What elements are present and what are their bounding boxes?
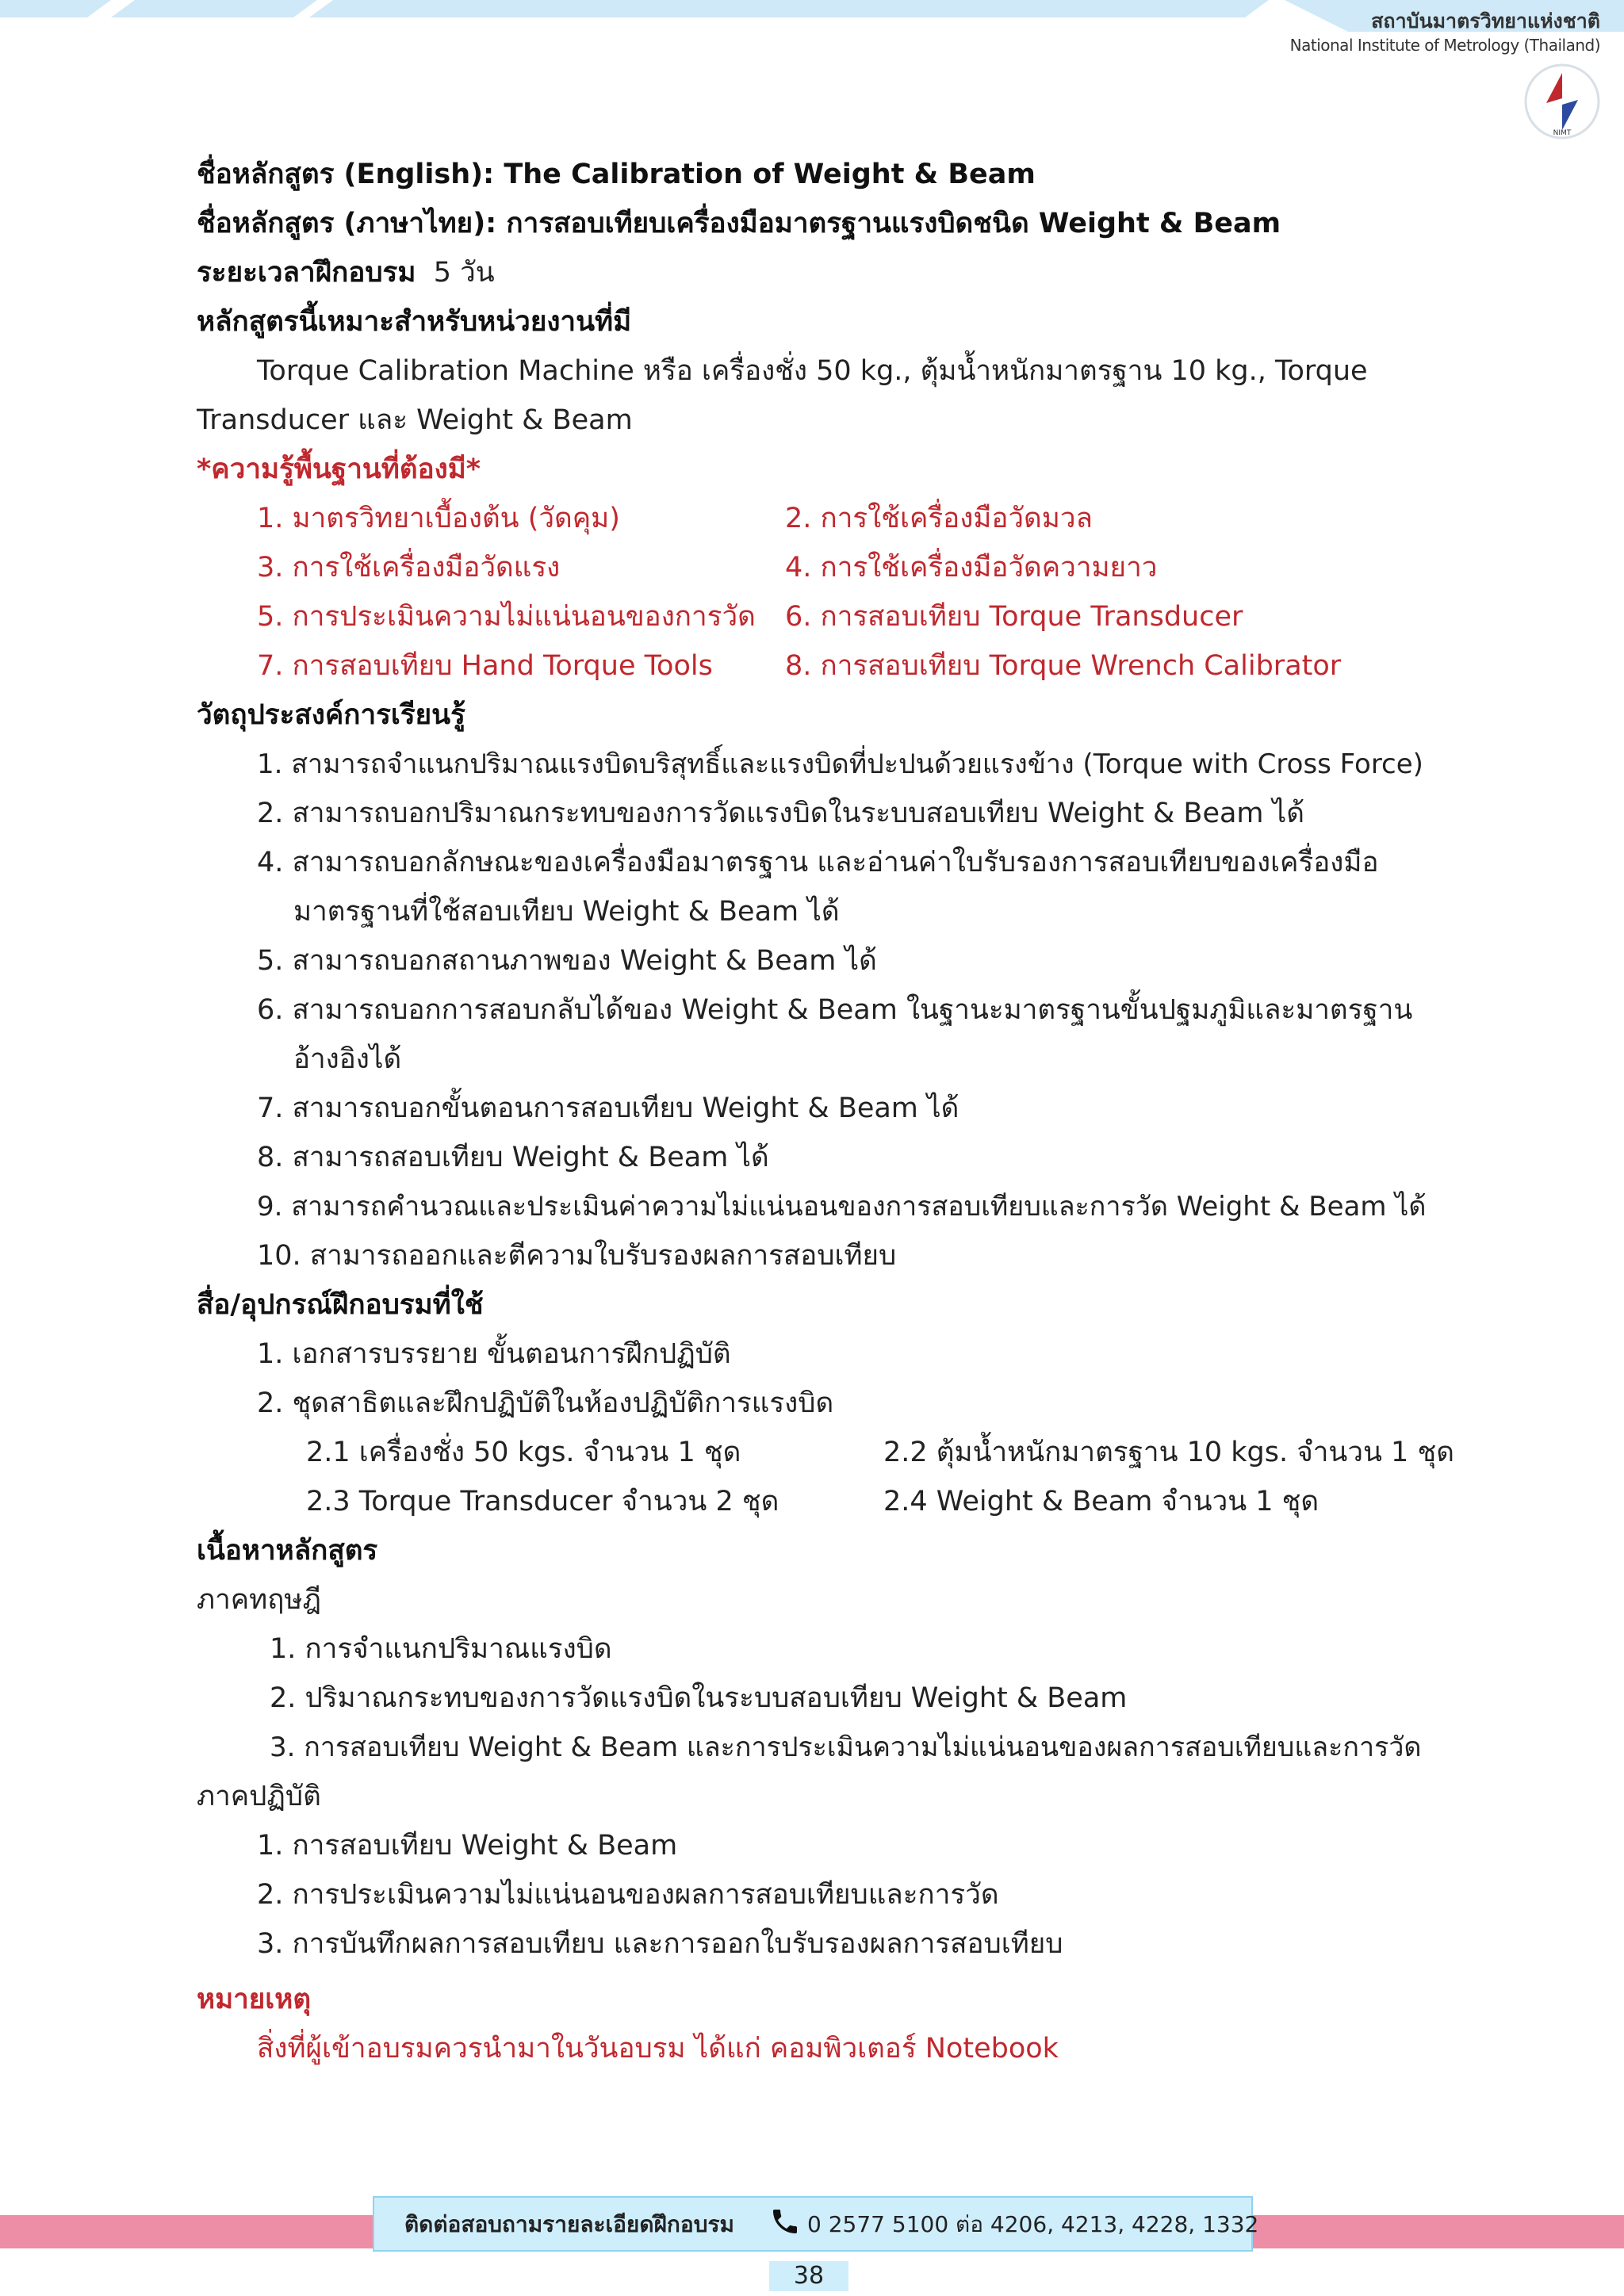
practice-item: 1. การสอบเทียบ Weight & Beam — [257, 1830, 678, 1862]
footer-contact-label: ติดต่อสอบถามรายละเอียดฝึกอบรม — [404, 2211, 734, 2237]
note-text: สิ่งที่ผู้เข้าอบรมควรนำมาในวันอบรม ได้แก่ คอมพิวเตอร์ Notebook — [257, 2033, 1059, 2064]
practice-label: ภาคปฏิบัติ — [197, 1781, 321, 1812]
prereq-item: 8. การสอบเทียบ Torque Wrench Calibrator — [785, 650, 1342, 682]
course-name-th-label: ชื่อหลักสูตร (ภาษาไทย): — [197, 208, 497, 239]
course-name-en-label: ชื่อหลักสูตร (English): — [197, 159, 495, 190]
theory-item: 3. การสอบเทียบ Weight & Beam และการประเมินความไม่แน่นอนของผลการสอบเทียบและการวัด — [270, 1732, 1422, 1763]
media-item: 1. เอกสารบรรยาย ขั้นตอนการฝึกปฏิบัติ — [257, 1338, 731, 1370]
theory-label: ภาคทฤษฎี — [197, 1584, 321, 1616]
objective-item-cont: มาตรฐานที่ใช้สอบเทียบ Weight & Beam ได้ — [293, 896, 840, 928]
phone-icon — [769, 2206, 801, 2237]
org-name-thai: สถาบันมาตรวิทยาแห่งชาติ — [1371, 10, 1600, 33]
footer-phone-number: 0 2577 5100 ต่อ 4206, 4213, 4228, 1332 — [807, 2211, 1259, 2237]
objective-item-cont: อ้างอิงได้ — [293, 1043, 402, 1075]
course-duration — [197, 251, 495, 295]
duration-label: ระยะเวลาฝึกอบรม — [197, 257, 416, 289]
logo-text: NIMT — [1553, 129, 1572, 137]
course-name-th-value: การสอบเทียบเครื่องมือมาตรฐานแรงบิดชนิด Weight & Beam — [506, 208, 1281, 239]
practice-item: 2. การประเมินความไม่แน่นอนของผลการสอบเทียบและการวัด — [257, 1879, 999, 1911]
objective-item: 4. สามารถบอกลักษณะของเครื่องมือมาตรฐาน และอ่านค่าใบรับรองการสอบเทียบของเครื่องมือ — [257, 847, 1379, 878]
content-heading: เนื้อหาหลักสูตร — [197, 1535, 378, 1567]
organization-name — [1290, 8, 1600, 55]
theory-item: 2. ปริมาณกระทบของการวัดแรงบิดในระบบสอบเทียบ Weight & Beam — [270, 1682, 1128, 1714]
prereq-item: 2. การใช้เครื่องมือวัดมวล — [785, 503, 1093, 534]
org-name-english: National Institute of Metrology (Thailand) — [1289, 36, 1600, 55]
objective-item: 1. สามารถจำแนกปริมาณแรงบิดบริสุทธิ์และแรงบิดที่ปะปนด้วยแรงข้าง (Torque with Cross Force) — [257, 748, 1423, 780]
objective-item: 9. สามารถคำนวณและประเมินค่าความไม่แน่นอนของการสอบเทียบและการวัด Weight & Beam ได้ — [257, 1191, 1427, 1223]
objective-item: 7. สามารถบอกขั้นตอนการสอบเทียบ Weight & Beam ได้ — [257, 1093, 959, 1124]
objective-item: 2. สามารถบอกปริมาณกระทบของการวัดแรงบิดในระบบสอบเทียบ Weight & Beam ได้ — [257, 798, 1304, 829]
practice-item: 3. การบันทึกผลการสอบเทียบ และการออกใบรับรองผลการสอบเทียบ — [257, 1928, 1063, 1960]
objective-item: 8. สามารถสอบเทียบ Weight & Beam ได้ — [257, 1142, 769, 1173]
media-item: 2. ชุดสาธิตและฝึกปฏิบัติในห้องปฏิบัติการแรงบิด — [257, 1387, 834, 1419]
media-sub-item: 2.3 Torque Transducer จำนวน 2 ชุด — [306, 1486, 779, 1517]
course-name-en — [197, 152, 1036, 197]
objective-item: 6. สามารถบอกการสอบกลับได้ของ Weight & Beam ในฐานะมาตรฐานขั้นปฐมภูมิและมาตรฐาน — [257, 994, 1413, 1026]
media-sub-item: 2.1 เครื่องชั่ง 50 kgs. จำนวน 1 ชุด — [306, 1437, 741, 1468]
suitable-text-2: Transducer และ Weight & Beam — [197, 404, 633, 436]
objective-item: 10. สามารถออกและตีความใบรับรองผลการสอบเทียบ — [257, 1240, 897, 1272]
note-heading: หมายเหตุ — [197, 1984, 312, 2015]
duration-value: 5 วัน — [433, 257, 495, 289]
prereq-item: 6. การสอบเทียบ Torque Transducer — [785, 601, 1243, 633]
suitable-heading: หลักสูตรนี้เหมาะสำหรับหน่วยงานที่มี — [197, 306, 632, 338]
prereq-item: 3. การใช้เครื่องมือวัดแรง — [257, 552, 561, 584]
course-name-th — [197, 201, 1281, 246]
media-heading: สื่อ/อุปกรณ์ฝึกอบรมที่ใช้ — [197, 1289, 484, 1321]
nimt-logo — [1522, 62, 1602, 141]
objective-item: 5. สามารถบอกสถานภาพของ Weight & Beam ได้ — [257, 945, 877, 977]
prereq-item: 1. มาตรวิทยาเบื้องต้น (วัดคุม) — [257, 503, 620, 534]
prereq-item: 4. การใช้เครื่องมือวัดความยาว — [785, 552, 1158, 584]
course-name-en-value: The Calibration of Weight & Beam — [504, 159, 1036, 190]
suitable-text-1: Torque Calibration Machine หรือ เครื่องชั่ง 50 kg., ตุ้มน้ำหนักมาตรฐาน 10 kg., Torque — [257, 355, 1368, 387]
prereq-item: 5. การประเมินความไม่แน่นอนของการวัด — [257, 601, 756, 633]
media-sub-item: 2.4 Weight & Beam จำนวน 1 ชุด — [883, 1486, 1320, 1517]
prereq-heading: *ความรู้พื้นฐานที่ต้องมี* — [197, 453, 481, 485]
theory-item: 1. การจำแนกปริมาณแรงบิด — [270, 1633, 612, 1665]
prereq-item: 7. การสอบเทียบ Hand Torque Tools — [257, 650, 713, 682]
page-number: 38 — [769, 2261, 848, 2291]
objectives-heading: วัตถุประสงค์การเรียนรู้ — [197, 699, 465, 731]
media-sub-item: 2.2 ตุ้มน้ำหนักมาตรฐาน 10 kgs. จำนวน 1 ชุด — [883, 1437, 1454, 1468]
